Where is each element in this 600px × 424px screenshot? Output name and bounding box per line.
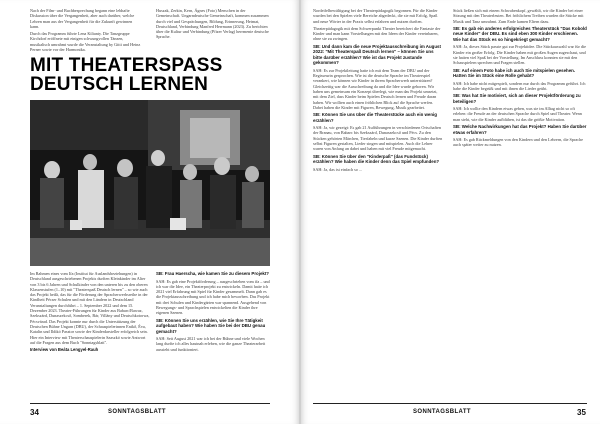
- paragraph: Nach der Film- und Buchbesprechung begann eine lebhafte Diskussion über die Vergangenheit, aber auch darüber, welche Lehren man aus der Vergangenheit für die Zukunft gewinnen kann.: [30, 8, 135, 29]
- headline-line-1: MIT THEATERSPASS: [30, 55, 223, 76]
- magazine-title: SONNTAGSBLATT: [413, 409, 471, 415]
- paragraph: Nordeifelbewältigung bei der Theaterpädagogik begonnen. Für die Kinder wurden bei den Spielen viele Bereiche abgedeckt, die sie mit Erfolg, Spaß und neue Wörter in der Praxis selbst erfahren und nutzen durften.: [313, 8, 438, 24]
- interview-column-left: [313, 8, 443, 400]
- interview-answer: SAH: Es zur Projektleitung hatte ich mit dem Team der DBU und der Regisseurin gesprochen. Wie ist die deutsche Sprache im Theaterspiel verankert, wie können wir Kinder in ihrem Spracherwerb unterstützen? Gleichzeitig war die Ausschreibung da und die Idee wurde geboren. Wir haben uns gemeinsam ein Konzept überlegt, wie man das Projekt umsetzt, mit dem Ziel, dass Kinder beim Spielen Deutsch lernen und Freude daran haben. Wir wollten auch einen fröhlichen Blick auf die Sprache werfen. Dabei haben die Kinder mit Figuren, Bewegung, Musik gearbeitet.: [313, 67, 438, 110]
- interview-question: SB: Können Sie über den "Kinderpaß" (das Fundstück) erzählen? Wie haben die Kinder denn das Spiel empfunden?: [313, 153, 440, 165]
- interview-answer: SAH: Es gab eine Projektförderung – ausgeschrieben vom ifa – und ich war die Idee, ein Theaterprojekt zu entwickeln. Damit hatte ich 2021 viel Erfahrung mit Spiel für Kinder gesammelt. Dann gab es die Projektausschreibung und ich habe mich beworben. Das Projekt mit drei Schulen und Kindergärten war spannend. Ausgehend von Bewegungs- und Sprachspielen entwickelten die Kinder ihre eigenen Szenen.: [156, 278, 270, 316]
- theater-photo: [30, 100, 270, 266]
- page-number: 34: [30, 408, 39, 417]
- interview-answer: SAH: Es gab Rückmeldungen von den Kindern und den Lehrern, die Sprache auch später weiter zu nutzen.: [453, 137, 584, 148]
- right-page: [301, 0, 600, 424]
- paragraph: Stück ließen sich mit einem Schwabenkopf, gewählt, wir die Kinder bei einer Sitzung mit den Theaterleuten. Bei fröhlichem Treiben wurden die Stücke mit Musik und Tanz umrahmt. Zum Ende kamen Eltern dazu.: [453, 8, 584, 24]
- page-number: 35: [577, 408, 586, 417]
- interview-question: SB: Frau Haerscha, wie kamen Sie zu diesem Projekt?: [156, 271, 269, 276]
- interview-question: SB: Können Sie uns über die Theaterstücke auch ein wenig erzählen?: [313, 112, 437, 123]
- headline-line-2: DEUTSCH LERNEN: [30, 74, 209, 95]
- paragraph: Huszak, Zerkin, Kern, Ágnes (Foto) Menschen in der Gemeinschaft. Ungarndeutsche Gemeinschaft, kommen zusammen durch viel und Gesprächungen, Bildung, Erinnerung, Heimat, Deutschland, Verbindung Manfred Herrmann (2023). Zu berichten über die Kultur und Verbindung (Pfizer Verlag) herrmenie deutsche Sprache.: [156, 8, 269, 40]
- intro-caption: [30, 271, 150, 399]
- interview-answer: SAH: Ich wollte den Kindern etwas geben, was sie im Alltag nicht so oft erleben: die Freude an der deutschen Sprache durch Spiel und Theater. Wenn man sieht, wie die Kinder aufblühen, ist das die größte Motivation.: [453, 106, 582, 122]
- interview-answer: SAH: Seit August 2021 war ich bei der Bühne und viele Wochen lang durfte ich alles hautnah erleben, wie die ganze Theaterarbeit aussieht und funktioniert.: [156, 336, 266, 352]
- interview-answer: SAH: Ja, wir gezeigt: Es gab 21 Aufführungen in verschiedenen Ortschaften der Branau, von Babarc bis Szekszárd, Dunaszekcső und Pécs. Zu den Stücken gehörten Märchen, Tierfabeln und kurze Szenen. Die Kinder durften selbst Figuren gestalten, Lieder singen und mitspielen. Auch die Lehrer waren von Anfang an dabei und haben mit viel Freude mitgemacht.: [313, 125, 443, 152]
- interview-answer: SAH: Ja, das ist einfach so ...: [313, 166, 363, 172]
- interview-question: SB: Welche Nachwirkungen hat das Projekt? Haben Sie darüber etwas erfahren?: [453, 124, 587, 135]
- footer-rule: [313, 403, 587, 404]
- footer-rule: [30, 403, 270, 404]
- interview-column: [156, 271, 270, 399]
- caption-text: Im Rahmen eines vom Ifa (Institut für Auslandsbeziehungen) in Deutschland ausgeschriebenen Projekts durften Kleinkinder im Alter von 3 bis 6 Jahren und Schulkinder von den unteren bis zu den oberen Klassenstufen (1–10) mit "Theaterspaß Deutsch lernen" – so wie auch das Projekt heißt, das für die Förderung der Spracherwerbsreihe in der Kindheit Pécser Schulen und mit den Ländern in Deutschland Veranstaltungen durchführt – 1. September 2022 und dem 15. Dezember 2023. Theater-Führungen für Kinder aus Babarc/Bawaz, Szekszárd, Dunaszekcső, Somberek, Bár, Villány und Deutschkotorwa, Pécsvárad. Das Projekt konnte nur durch die Unterstützung der Deutschen Bühne Ungarn (DBU), der Schauspielerinnen Enikő, Éva, Katalin und Ildikó Pasztor sowie der Kinderdarsteller erfolgreich sein. Hier ein Interview mit Theaterschauspielerin Szaszkó sowie Antwort auf die Fragen aus dem Buch "Sonntagsblatt".: [30, 271, 150, 345]
- paragraph: Durch das Programm führte Lena Kilianty. Die Tanzgruppe Kirchdorf eröffnete mit einigen schwungvollen Tänzen, musikalisch umrahmt wurde die Veranstaltung by Gitti und Heinz Perner sowie vor der Harmonika.: [30, 31, 141, 53]
- magazine-title: SONNTAGSBLATT: [108, 409, 166, 415]
- author-byline: Interview von Beáta Lengyel-Rauh: [30, 347, 99, 353]
- interview-column-right: [453, 8, 587, 400]
- article-headline: [30, 56, 270, 94]
- intro-column-left: [30, 8, 142, 54]
- interview-answer: SAH: Ja, dieses Stück passte gut zur Projektidee. Die Stückauswahl war für die Kinder ein großer Erfolg. Die Kinder haben mit großen Augen zugeschaut, und sie hatten viel Spaß bei der Vorstellung. Im Anschluss konnten sie mit den Schauspielern sprechen und Fragen stellen.: [453, 44, 587, 66]
- interview-question: SB: Es gab ein anderes erfolgreiches Theaterstück "Das Kobold neue Kinder" der DBU. Es sind eben 300 Kinder erschienen. Wie hat das Stück es so hingekriegt gemacht?: [453, 25, 587, 42]
- interview-question: SB: Und dann kam die neue Projektausschreibung im August 2022: "Mit Theaterspaß Deutsch lernen" – können Sie uns bitte darüber erzählen? Wie ist das Projekt zustande gekommen?: [313, 43, 441, 66]
- interview-question: SB: Was hat Sie motiviert, sich an dieser Projektförderung zu beteiligen?: [453, 93, 581, 104]
- left-page: [0, 0, 299, 424]
- intro-column-right: [156, 8, 270, 54]
- interview-question: SB: Können Sie uns erzählen, wie Sie Ihre Tätigkeit aufgebaut haben? Wie haben Sie bei der DBU genau gemacht?: [156, 317, 266, 334]
- interview-answer: SAH: Ich habe nicht mitgespielt, sondern nur durch das Programm geführt. Ich habe die Kinder begrüßt und mit ihnen die Lieder geübt.: [453, 80, 586, 91]
- interview-question: SB: Auf einem Foto habe ich auch Sie mitspielen gesehen. Hatten Sie im Stück eine Rolle gehabt?: [453, 67, 576, 79]
- paragraph: Theaterpädagogik mit dem Schwerpunkt Theater bereichert die Fantasie der Kinder und man kann Vorstellungen mit den Ideen der Kinder vereinbaren, ohne sie zu zwingen.: [313, 25, 441, 42]
